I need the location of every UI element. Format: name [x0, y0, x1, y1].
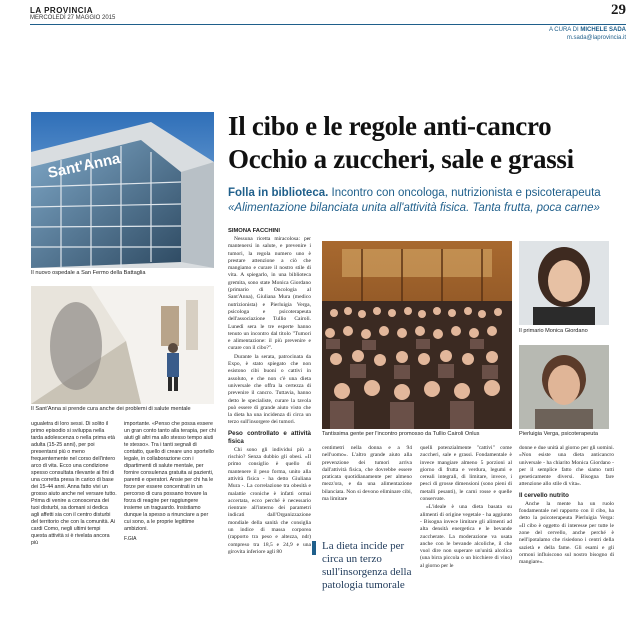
subhead-text: Incontro con oncologa, nutrizionista e psicoterapeuta [328, 187, 601, 199]
side-story-signature: F.GIA [124, 536, 137, 542]
svg-text:Sant'Anna: Sant'Anna [46, 149, 122, 182]
verga-caption: Pierluigia Verga, psicoterapeuta [519, 431, 598, 437]
headline-line-1: Il cibo e le regole anti-cancro [228, 111, 552, 141]
article-paragraph: Nessuna ricetta miracolosa: per mantenersi in salute, e prevenire i tumori, la regola numero uno è prestare attenzione a ciò che mangiamo e curare il nostro stile di vita. A spiegarlo, in una biblioteca gremita, sono state Monica Giordano (primario di Oncologia al Sant'Anna), Giuliana Mura (medico nutrizionista) e Pierluigia Verga, psicologa e psicoterapeuta dell'associazione Tullio Cairoli. Lunedì sera le tre esperte hanno tenuto un incontro dal titolo "Tumori e alimentazione: il più prevenire e curare con il cibo?". [228, 236, 311, 352]
side-story-column-1: ugualetra di loro sessi. Di solito il primo episodio si sviluppa nella tarda adolescenza o nella prima età adulta (15-25 anni), per poi presentarsi più o meno frequentemente nel corso dell'intero arco di vita. Ecco una condizione spesso consultata rilevante ai fini di una corretta presa in carico di base dei 15-44 anni. Anna fatto vivi un grosso aiuto anche nel versare tutto. Prima di venire a conoscenza dei tuoi disturbi, sa domani si dedica agli affetti sia con il centro disturbi del territorio che con la comunità. Ai cardi Como, negli ultimi tempi questa attività si è rivelata ancora più [31, 421, 117, 546]
pullquote-bar [312, 541, 316, 555]
article-byline: SIMONA FACCHINI [228, 228, 280, 234]
curator-name: MICHELE SADA [580, 27, 626, 33]
newspaper-name: LA PROVINCIA [30, 6, 94, 15]
curator-email: m.sada@laprovincia.it [566, 35, 626, 41]
curator-line [549, 27, 626, 33]
hospital-photo-caption: Il nuovo ospedale a San Fermo della Battaglia [31, 270, 146, 276]
pullquote: La dieta incide per circa un terzo sull'insorgenza della patologia tumorale [322, 540, 412, 591]
article-paragraph: donne e due unità al giorno per gli uomini. «Non esiste una dieta anticancro universale - ha chiarito Monica Giordano - per il semplice fatto che siamo tutti geneticamente diversi. Bisogna fare attenzione allo stile di vita». [519, 445, 614, 488]
audience-photo [322, 241, 512, 429]
subhead-quote: «Alimentazione bilanciata unita all'attività fisica. Tanta frutta, poca carne» [228, 202, 600, 214]
issue-date: MERCOLEDÌ 27 MAGGIO 2015 [30, 15, 116, 21]
article-column-1 [228, 228, 311, 620]
audience-photo-caption: Tantissima gente per l'incontro promosso da Tullio Cairoli Onlus [322, 431, 480, 437]
article-paragraph: «L'ideale è una dieta basata su alimenti di origine vegetale - ha aggiunto - Bisogna invece limitare gli alimenti ad alta densità energetica e le bevande zuccherate. La moderazione va usata anche con le bevande alcoliche, il che vuol dire non superare un'unità alcolica (una birra piccola o un bicchiere di vino) al giorno per le [420, 504, 512, 569]
corridor-photo-caption: Il Sant'Anna si prende cura anche dei problemi di salute mentale [31, 406, 191, 412]
headline [228, 110, 628, 176]
section-heading: Peso controllato e attività fisica [228, 429, 311, 445]
section-heading: Il cervello nutrito [519, 491, 569, 499]
article-paragraph: Chi sono gli individui più a rischio? Senza dubbio gli obesi. «Il primo consiglio è quello di mantenere il peso forma, unito alla attività fisica - ha detto Giuliana Mura -. La correlazione tra obesità e malattie croniche è infatti ormai accertata, ecco perché è necessario rientrare all'interno dei parametri indicati dall'Organizzazione mondiale della sanità che consiglia un indice di massa corporea (rapporto tra peso e altezza, ndr) compreso tra 18,5 e 24,9 e una girovita inferiore agli 80 [228, 446, 311, 555]
article-paragraph: centimetri nella donna e a 94 nell'uomo». L'altro grande aiuto alla prevenzione dei tumori arriva dall'attività fisica, che dovrebbe essere praticata quotidianamente per almeno mezz'ora, e da una alimentazione bilanciata. Non si devono eliminare cibi, ma limitare [322, 445, 412, 503]
article-paragraph: quelli potenzialmente "cattivi" come zuccheri, sale e grassi. Fondamentale è invece mangiare almeno 5 porzioni al giorno di frutta e verdura, legumi e cereali integrali, di limitare, invece, i pesci di grosse dimensioni (sono pieni di metalli pesanti), le carni rosse e quelle conservate. [420, 445, 512, 503]
headline-line-2: Occhio a zuccheri, sale e grassi [228, 144, 574, 174]
giordano-caption: Il primario Monica Giordano [519, 328, 588, 334]
page-number: 29 [611, 2, 626, 18]
curator-prefix: A CURA DI [548, 27, 579, 33]
giordano-portrait [519, 241, 609, 325]
side-story-column-2 [124, 421, 216, 621]
article-paragraph: Anche la mente ha un ruolo fondamentale nel rapporto con il cibo, ha detto la psicoterapeuta Pierluigia Verga: «Il cibo è oggetto di interesse per tutte le zone del cervello, anche perché è nell'ipotalamo che risiedono i centri della sazietà e della fame. Gli esami e gli ormoni influiscono sul nostro bisogno di mangiare». [519, 500, 614, 566]
article-column-2 [322, 445, 412, 537]
subhead-kicker: Folla in biblioteca. [228, 187, 329, 199]
subheadline [228, 186, 634, 216]
article-column-3 [420, 445, 512, 620]
verga-portrait [519, 345, 609, 429]
header-rule [30, 24, 626, 25]
corridor-photo [31, 286, 214, 404]
article-paragraph: Durante la serata, patrocinata da Expo, è stato spiegato che non esistono cibi buoni o cattivi in assoluto, e che non c'è una dieta universale che offra la certezza di prevenire il cancro. Tuttavia, hanno detto le specialiste, curare la tavola può essere di grande aiuto visto che la dieta ha una incidenza di circa un terzo sull'insorgere dei tumori. [228, 353, 311, 426]
side-story-text: importante. «Penso che possa essere un gran conto tanto alla terapia, per chi aiuti gli altri ma allo stesso tempo aiuti te stesso». Tra i tanti segnali di contatto, quello di creare uno sportello legale, in collaborazione con i dipartimenti di salute mentale, per fornire consulenza gratuita ai pazienti, parenti e operatori. Ansie per chi ha le forze per essere concentrati in un percorso di cura possano trovare la forza di reagire per raggiungere insieme un traguardo. Insistiamo dunque la spesso a rinunciare a per cui sono, a le proprie legittime ambizioni. [124, 421, 216, 532]
article-column-4 [519, 445, 614, 620]
hospital-photo [31, 112, 214, 268]
